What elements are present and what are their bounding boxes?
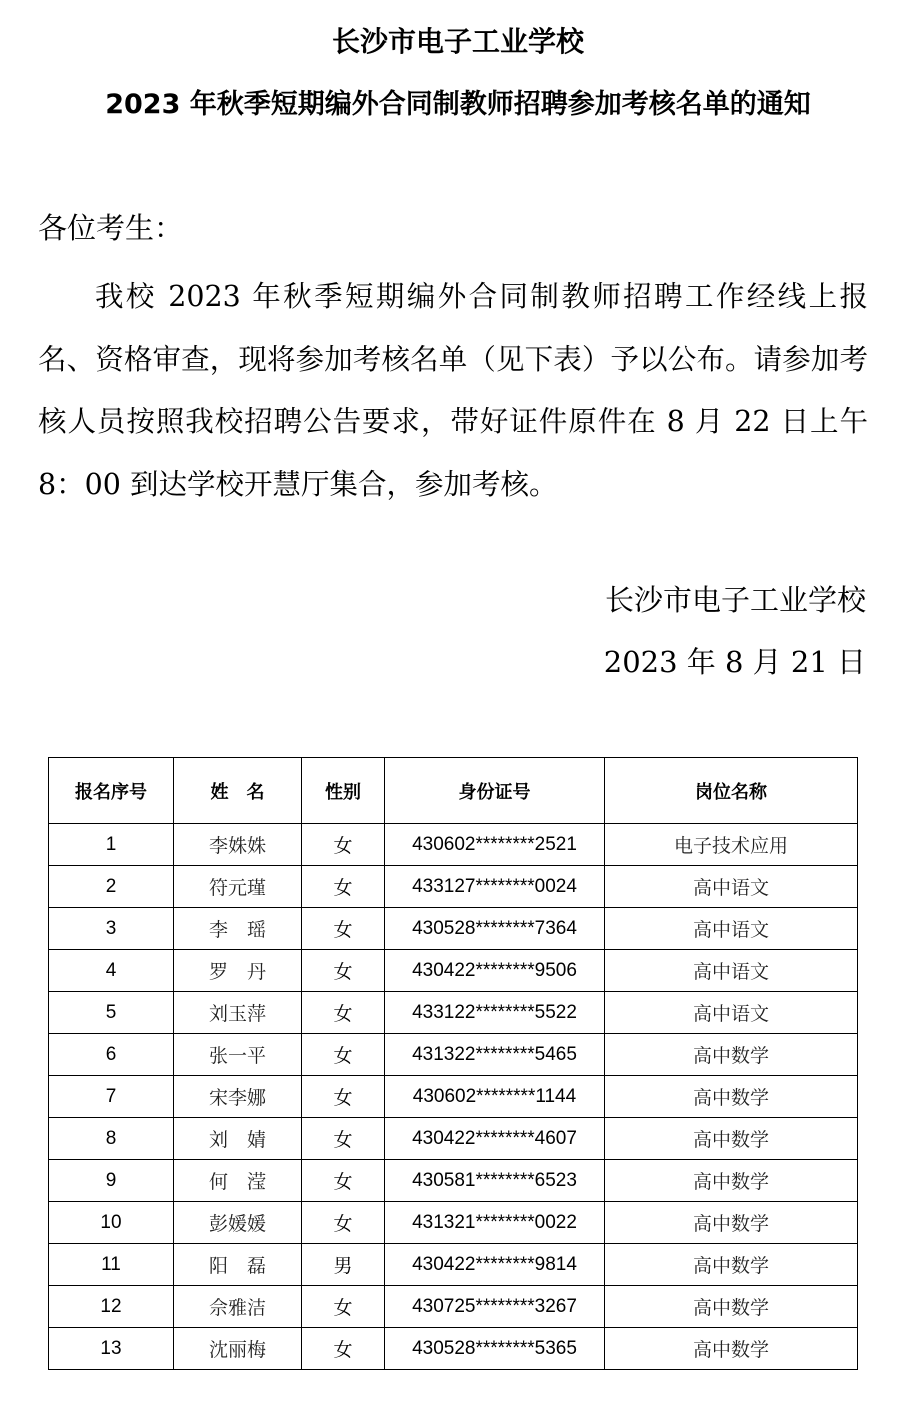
id-number-cell: 433122********5522 bbox=[385, 992, 605, 1034]
id-number-cell: 430725********3267 bbox=[385, 1286, 605, 1328]
id-number-cell: 430528********5365 bbox=[385, 1328, 605, 1370]
position-cell: 高中数学 bbox=[605, 1202, 858, 1244]
table-header-row bbox=[49, 758, 858, 824]
name-cell: 佘雅洁 bbox=[174, 1286, 302, 1328]
position-cell: 电子技术应用 bbox=[605, 824, 858, 866]
position-cell: 高中数学 bbox=[605, 1118, 858, 1160]
reg-no-cell: 7 bbox=[49, 1076, 174, 1118]
name-cell: 刘 婧 bbox=[174, 1118, 302, 1160]
table-row bbox=[49, 1034, 858, 1076]
position-cell: 高中语文 bbox=[605, 866, 858, 908]
name-cell: 宋李娜 bbox=[174, 1076, 302, 1118]
reg-no-cell: 2 bbox=[49, 866, 174, 908]
id-number-cell: 430602********2521 bbox=[385, 824, 605, 866]
table-row bbox=[49, 992, 858, 1034]
reg-no-cell: 13 bbox=[49, 1328, 174, 1370]
table-row bbox=[49, 1160, 858, 1202]
header-reg-no: 报名序号 bbox=[49, 758, 174, 824]
id-number-cell: 430422********4607 bbox=[385, 1118, 605, 1160]
candidate-table bbox=[48, 757, 858, 1370]
gender-cell: 女 bbox=[302, 908, 385, 950]
position-cell: 高中语文 bbox=[605, 992, 858, 1034]
gender-cell: 女 bbox=[302, 866, 385, 908]
position-cell: 高中数学 bbox=[605, 1034, 858, 1076]
table-row bbox=[49, 866, 858, 908]
position-cell: 高中数学 bbox=[605, 1160, 858, 1202]
id-number-cell: 430602********1144 bbox=[385, 1076, 605, 1118]
id-number-cell: 430581********6523 bbox=[385, 1160, 605, 1202]
gender-cell: 女 bbox=[302, 950, 385, 992]
id-number-cell: 430422********9814 bbox=[385, 1244, 605, 1286]
gender-cell: 女 bbox=[302, 1160, 385, 1202]
reg-no-cell: 4 bbox=[49, 950, 174, 992]
document-subtitle: 2023 年秋季短期编外合同制教师招聘参加考核名单的通知 bbox=[105, 89, 811, 120]
position-cell: 高中数学 bbox=[605, 1076, 858, 1118]
header-name: 姓 名 bbox=[174, 758, 302, 824]
id-number-cell: 431321********0022 bbox=[385, 1202, 605, 1244]
table-row bbox=[49, 824, 858, 866]
signature-organization: 长沙市电子工业学校 bbox=[604, 583, 866, 617]
reg-no-cell: 5 bbox=[49, 992, 174, 1034]
name-cell: 符元瑾 bbox=[174, 866, 302, 908]
table-row bbox=[49, 950, 858, 992]
name-cell: 罗 丹 bbox=[174, 950, 302, 992]
reg-no-cell: 3 bbox=[49, 908, 174, 950]
reg-no-cell: 11 bbox=[49, 1244, 174, 1286]
id-number-cell: 430528********7364 bbox=[385, 908, 605, 950]
notice-paragraph: 我校 2023 年秋季短期编外合同制教师招聘工作经线上报名、资格审查，现将参加考核名单（见下表）予以公布。请参加考核人员按照我校招聘公告要求，带好证件原件在 8 月 22 日上午 8：00 到达学校开慧厅集合，参加考核。 bbox=[38, 280, 868, 501]
table-row bbox=[49, 1118, 858, 1160]
table-row bbox=[49, 1076, 858, 1118]
name-cell: 张一平 bbox=[174, 1034, 302, 1076]
position-cell: 高中数学 bbox=[605, 1244, 858, 1286]
reg-no-cell: 10 bbox=[49, 1202, 174, 1244]
gender-cell: 女 bbox=[302, 1328, 385, 1370]
reg-no-cell: 8 bbox=[49, 1118, 174, 1160]
gender-cell: 女 bbox=[302, 1076, 385, 1118]
table-row bbox=[49, 908, 858, 950]
gender-cell: 女 bbox=[302, 1202, 385, 1244]
position-cell: 高中数学 bbox=[605, 1328, 858, 1370]
table-row bbox=[49, 1286, 858, 1328]
document-title: 长沙市电子工业学校 bbox=[331, 25, 584, 58]
name-cell: 彭媛媛 bbox=[174, 1202, 302, 1244]
table-row bbox=[49, 1244, 858, 1286]
reg-no-cell: 1 bbox=[49, 824, 174, 866]
reg-no-cell: 6 bbox=[49, 1034, 174, 1076]
header-id-number: 身份证号 bbox=[385, 758, 605, 824]
name-cell: 何 滢 bbox=[174, 1160, 302, 1202]
name-cell: 阳 磊 bbox=[174, 1244, 302, 1286]
table-row bbox=[49, 1328, 858, 1370]
header-gender: 性别 bbox=[302, 758, 385, 824]
signature-date: 2023 年 8 月 21 日 bbox=[603, 645, 866, 679]
name-cell: 李姝姝 bbox=[174, 824, 302, 866]
header-position: 岗位名称 bbox=[605, 758, 858, 824]
position-cell: 高中语文 bbox=[605, 950, 858, 992]
gender-cell: 女 bbox=[302, 1286, 385, 1328]
gender-cell: 女 bbox=[302, 1034, 385, 1076]
gender-cell: 女 bbox=[302, 1118, 385, 1160]
gender-cell: 男 bbox=[302, 1244, 385, 1286]
id-number-cell: 433127********0024 bbox=[385, 866, 605, 908]
reg-no-cell: 9 bbox=[49, 1160, 174, 1202]
position-cell: 高中数学 bbox=[605, 1286, 858, 1328]
name-cell: 沈丽梅 bbox=[174, 1328, 302, 1370]
id-number-cell: 431322********5465 bbox=[385, 1034, 605, 1076]
name-cell: 李 瑶 bbox=[174, 908, 302, 950]
reg-no-cell: 12 bbox=[49, 1286, 174, 1328]
gender-cell: 女 bbox=[302, 824, 385, 866]
table-row bbox=[49, 1202, 858, 1244]
id-number-cell: 430422********9506 bbox=[385, 950, 605, 992]
position-cell: 高中语文 bbox=[605, 908, 858, 950]
greeting: 各位考生： bbox=[38, 211, 184, 245]
name-cell: 刘玉萍 bbox=[174, 992, 302, 1034]
gender-cell: 女 bbox=[302, 992, 385, 1034]
